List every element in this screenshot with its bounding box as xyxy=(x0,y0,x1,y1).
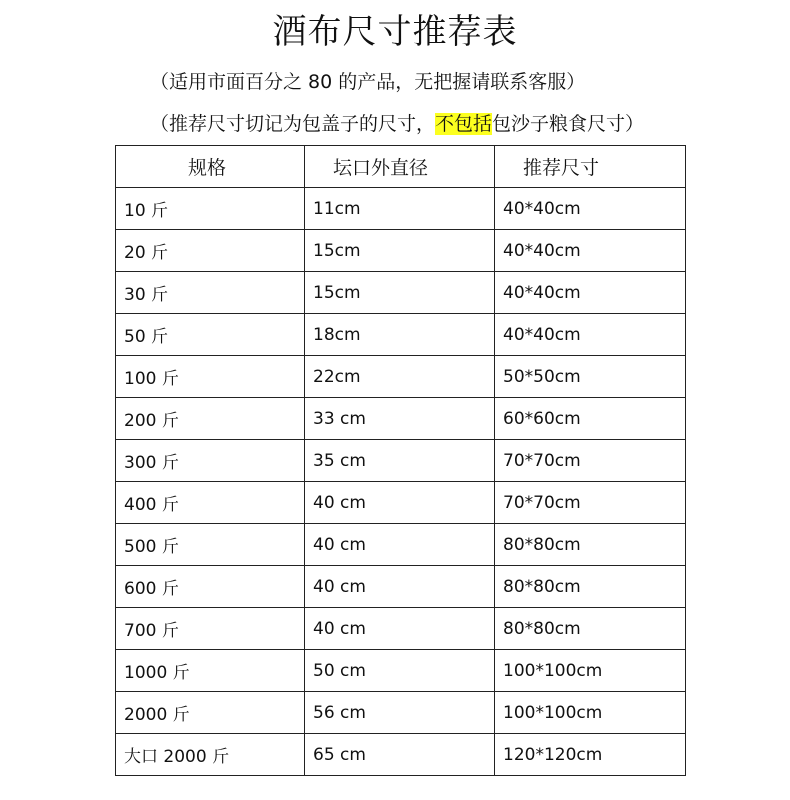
size-caution-note-end: 包沙子粮食尺寸） xyxy=(492,113,645,135)
spec-cell: 1000 斤 xyxy=(116,650,305,692)
diameter-cell: 18cm xyxy=(305,314,495,356)
spec-cell: 700 斤 xyxy=(116,608,305,650)
spec-cell: 500 斤 xyxy=(116,524,305,566)
spec-cell: 20 斤 xyxy=(116,230,305,272)
table-row xyxy=(116,566,686,608)
table-header-row xyxy=(116,146,686,188)
recommended-size-cell: 120*120cm xyxy=(495,734,686,776)
recommended-size-cell: 100*100cm xyxy=(495,692,686,734)
recommended-size-cell: 80*80cm xyxy=(495,566,686,608)
spec-cell: 30 斤 xyxy=(116,272,305,314)
page-title: 酒布尺寸推荐表 xyxy=(272,12,518,52)
table-row xyxy=(116,272,686,314)
header-jar-mouth-diameter: 坛口外直径 xyxy=(305,146,495,188)
diameter-cell: 40 cm xyxy=(305,482,495,524)
table-row xyxy=(116,608,686,650)
spec-cell: 200 斤 xyxy=(116,398,305,440)
table-row xyxy=(116,650,686,692)
table-row xyxy=(116,440,686,482)
recommended-size-cell: 70*70cm xyxy=(495,440,686,482)
recommended-size-cell: 40*40cm xyxy=(495,230,686,272)
diameter-cell: 40 cm xyxy=(305,524,495,566)
recommended-size-cell: 50*50cm xyxy=(495,356,686,398)
header-specification: 规格 xyxy=(116,146,305,188)
recommended-size-cell: 100*100cm xyxy=(495,650,686,692)
diameter-cell: 40 cm xyxy=(305,608,495,650)
spec-cell: 2000 斤 xyxy=(116,692,305,734)
spec-cell: 600 斤 xyxy=(116,566,305,608)
size-caution-note xyxy=(150,110,644,138)
spec-cell: 300 斤 xyxy=(116,440,305,482)
applicability-note: （适用市面百分之 80 的产品，无把握请联系客服） xyxy=(150,71,586,93)
spec-cell: 400 斤 xyxy=(116,482,305,524)
table-row xyxy=(116,734,686,776)
table-row xyxy=(116,188,686,230)
spec-cell: 大口 2000 斤 xyxy=(116,734,305,776)
highlighted-exclusion-text: 不包括 xyxy=(435,113,493,135)
table-row xyxy=(116,692,686,734)
table-row xyxy=(116,482,686,524)
table-body xyxy=(116,188,686,776)
diameter-cell: 35 cm xyxy=(305,440,495,482)
diameter-cell: 15cm xyxy=(305,230,495,272)
table-row xyxy=(116,398,686,440)
diameter-cell: 11cm xyxy=(305,188,495,230)
recommended-size-cell: 80*80cm xyxy=(495,608,686,650)
spec-cell: 100 斤 xyxy=(116,356,305,398)
recommended-size-cell: 40*40cm xyxy=(495,314,686,356)
recommended-size-cell: 40*40cm xyxy=(495,272,686,314)
recommended-size-cell: 70*70cm xyxy=(495,482,686,524)
recommended-size-cell: 40*40cm xyxy=(495,188,686,230)
table-row xyxy=(116,314,686,356)
table-row xyxy=(116,356,686,398)
spec-cell: 50 斤 xyxy=(116,314,305,356)
diameter-cell: 15cm xyxy=(305,272,495,314)
size-caution-note-start: （推荐尺寸切记为包盖子的尺寸， xyxy=(150,113,436,135)
spec-cell: 10 斤 xyxy=(116,188,305,230)
diameter-cell: 33 cm xyxy=(305,398,495,440)
header-recommended-size: 推荐尺寸 xyxy=(495,146,686,188)
diameter-cell: 50 cm xyxy=(305,650,495,692)
recommended-size-cell: 60*60cm xyxy=(495,398,686,440)
recommended-size-cell: 80*80cm xyxy=(495,524,686,566)
size-recommendation-table xyxy=(115,145,686,776)
diameter-cell: 22cm xyxy=(305,356,495,398)
table-row xyxy=(116,230,686,272)
table-row xyxy=(116,524,686,566)
diameter-cell: 65 cm xyxy=(305,734,495,776)
diameter-cell: 40 cm xyxy=(305,566,495,608)
diameter-cell: 56 cm xyxy=(305,692,495,734)
